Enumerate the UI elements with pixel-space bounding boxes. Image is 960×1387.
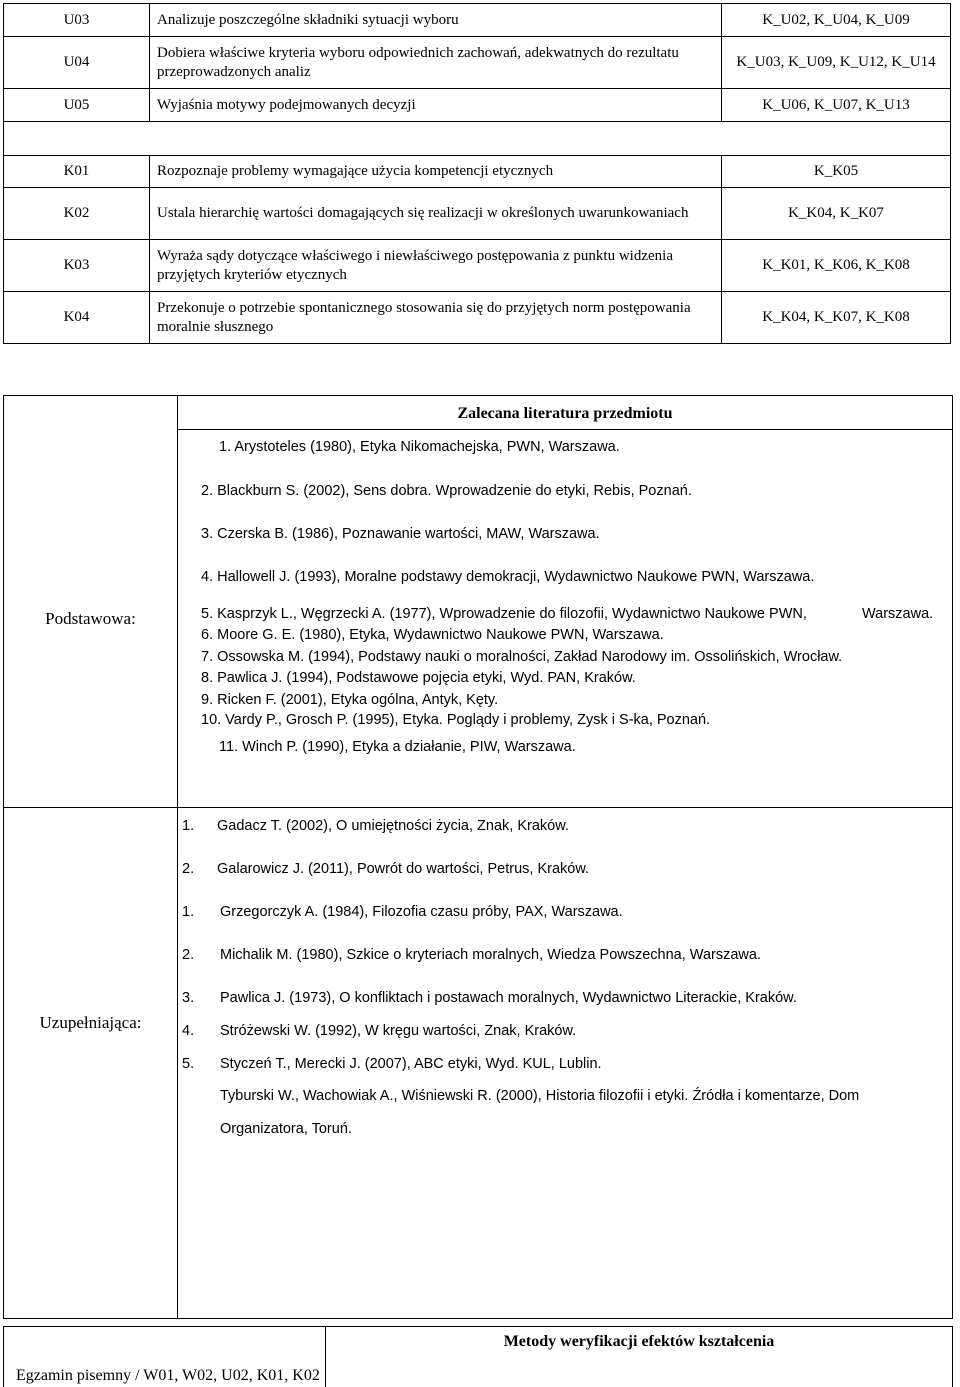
outcome-code: U04 <box>4 37 150 89</box>
table-row <box>4 4 951 37</box>
supplementary-literature-label: Uzupełniająca: <box>39 1013 142 1032</box>
table-row <box>4 188 951 240</box>
list-item: Styczeń T., Merecki J. (2007), ABC etyki, Wyd. KUL, Lublin. <box>220 1056 602 1072</box>
list-item: 4. Hallowell J. (1993), Moralne podstawy demokracji, Wydawnictwo Naukowe PWN, Warszawa. <box>201 569 815 585</box>
list-item: 2. Blackburn S. (2002), Sens dobra. Wprowadzenie do etyki, Rebis, Poznań. <box>201 483 692 499</box>
list-item: Gadacz T. (2002), O umiejętności życia, Znak, Kraków. <box>217 818 569 834</box>
outcome-description: Dobiera właściwe kryteria wyboru odpowiednich zachowań, adekwatnych do rezultatu przeprowadzonych analiz <box>150 37 722 89</box>
list-item: 11. Winch P. (1990), Etyka a działanie, PIW, Warszawa. <box>219 739 576 755</box>
exam-description: Egzamin pisemny / W01, W02, U02, K01, K02 <box>16 1367 320 1384</box>
list-item: Pawlica J. (1973), O konfliktach i postawach moralnych, Wydawnictwo Literackie, Kraków. <box>220 990 797 1006</box>
table-spacer-row <box>4 122 951 156</box>
list-item: Michalik M. (1980), Szkice o kryteriach moralnych, Wiedza Powszechna, Warszawa. <box>220 947 761 963</box>
list-item: 6. Moore G. E. (1980), Etyka, Wydawnictwo Naukowe PWN, Warszawa. <box>201 627 664 643</box>
outcome-code: U03 <box>4 4 150 37</box>
list-item: 10. Vardy P., Grosch P. (1995), Etyka. Poglądy i problemy, Zysk i S-ka, Poznań. <box>201 712 711 728</box>
table-row <box>4 292 951 344</box>
table-row <box>4 240 951 292</box>
list-item: 9. Ricken F. (2001), Etyka ogólna, Antyk, Kęty. <box>201 692 499 708</box>
list-item: 5. Kasprzyk L., Węgrzecki A. (1977), Wprowadzenie do filozofii, Wydawnictwo Naukowe PWN, <box>201 606 807 622</box>
list-item-number: 1. <box>182 904 195 920</box>
outcome-description: Wyjaśnia motywy podejmowanych decyzji <box>150 89 722 122</box>
empty-cell <box>4 122 951 156</box>
outcome-description: Przekonuje o potrzebie spontanicznego stosowania się do przyjętych norm postępowania moralnie słusznego <box>150 292 722 344</box>
list-item: 8. Pawlica J. (1994), Podstawowe pojęcia etyki, Wyd. PAN, Kraków. <box>201 670 636 686</box>
outcome-references: K_K04, K_K07, K_K08 <box>722 292 951 344</box>
list-item-number: 5. <box>182 1056 195 1072</box>
outcome-references: K_K01, K_K06, K_K08 <box>722 240 951 292</box>
column-divider <box>177 396 178 1318</box>
list-item-number: 3. <box>182 990 195 1006</box>
outcome-code: K03 <box>4 240 150 292</box>
list-item: 3. Czerska B. (1986), Poznawanie wartości, MAW, Warszawa. <box>201 526 600 542</box>
outcome-description: Rozpoznaje problemy wymagające użycia kompetencji etycznych <box>150 156 722 188</box>
outcome-references: K_U06, K_U07, K_U13 <box>722 89 951 122</box>
outcome-description: Analizuje poszczególne składniki sytuacji wyboru <box>150 4 722 37</box>
row-divider <box>177 429 952 430</box>
outcome-code: K04 <box>4 292 150 344</box>
outcome-description: Wyraża sądy dotyczące właściwego i niewłaściwego postępowania z punktu widzenia przyjętych kryteriów etycznych <box>150 240 722 292</box>
literature-header: Zalecana literatura przedmiotu <box>457 405 673 422</box>
list-item: Tyburski W., Wachowiak A., Wiśniewski R. (2000), Historia filozofii i etyki. Źródła i komentarze, Dom <box>220 1088 860 1104</box>
literature-section <box>3 395 953 1319</box>
table-row <box>4 89 951 122</box>
outcome-code: K01 <box>4 156 150 188</box>
list-item-tail: Warszawa. <box>862 606 934 622</box>
list-item: Organizatora, Toruń. <box>220 1121 352 1137</box>
outcome-references: K_K04, K_K07 <box>722 188 951 240</box>
outcome-description: Ustala hierarchię wartości domagających się realizacji w określonych uwarunkowaniach <box>150 188 722 240</box>
outcome-code: K02 <box>4 188 150 240</box>
table-row <box>4 156 951 188</box>
outcome-references: K_K05 <box>722 156 951 188</box>
list-item: 7. Ossowska M. (1994), Podstawy nauki o moralności, Zakład Narodowy im. Ossolińskich, Wrocław. <box>201 649 843 665</box>
learning-outcomes-table <box>3 3 951 344</box>
list-item-number: 1. <box>182 818 195 834</box>
outcome-references: K_U03, K_U09, K_U12, K_U14 <box>722 37 951 89</box>
table-row <box>4 37 951 89</box>
list-item: Galarowicz J. (2011), Powrót do wartości, Petrus, Kraków. <box>217 861 590 877</box>
outcome-code: U05 <box>4 89 150 122</box>
list-item: 1. Arystoteles (1980), Etyka Nikomachejska, PWN, Warszawa. <box>219 439 620 455</box>
list-item: Grzegorczyk A. (1984), Filozofia czasu próby, PAX, Warszawa. <box>220 904 623 920</box>
basic-literature-label: Podstawowa: <box>45 609 136 628</box>
outcome-references: K_U02, K_U04, K_U09 <box>722 4 951 37</box>
list-item-number: 4. <box>182 1023 195 1039</box>
list-item: Stróżewski W. (1992), W kręgu wartości, Znak, Kraków. <box>220 1023 577 1039</box>
verification-methods-section <box>3 1326 953 1387</box>
row-divider <box>4 807 952 808</box>
verification-methods-title: Metody weryfikacji efektów kształcenia <box>503 1333 775 1350</box>
list-item-number: 2. <box>182 947 195 963</box>
list-item-number: 2. <box>182 861 195 877</box>
